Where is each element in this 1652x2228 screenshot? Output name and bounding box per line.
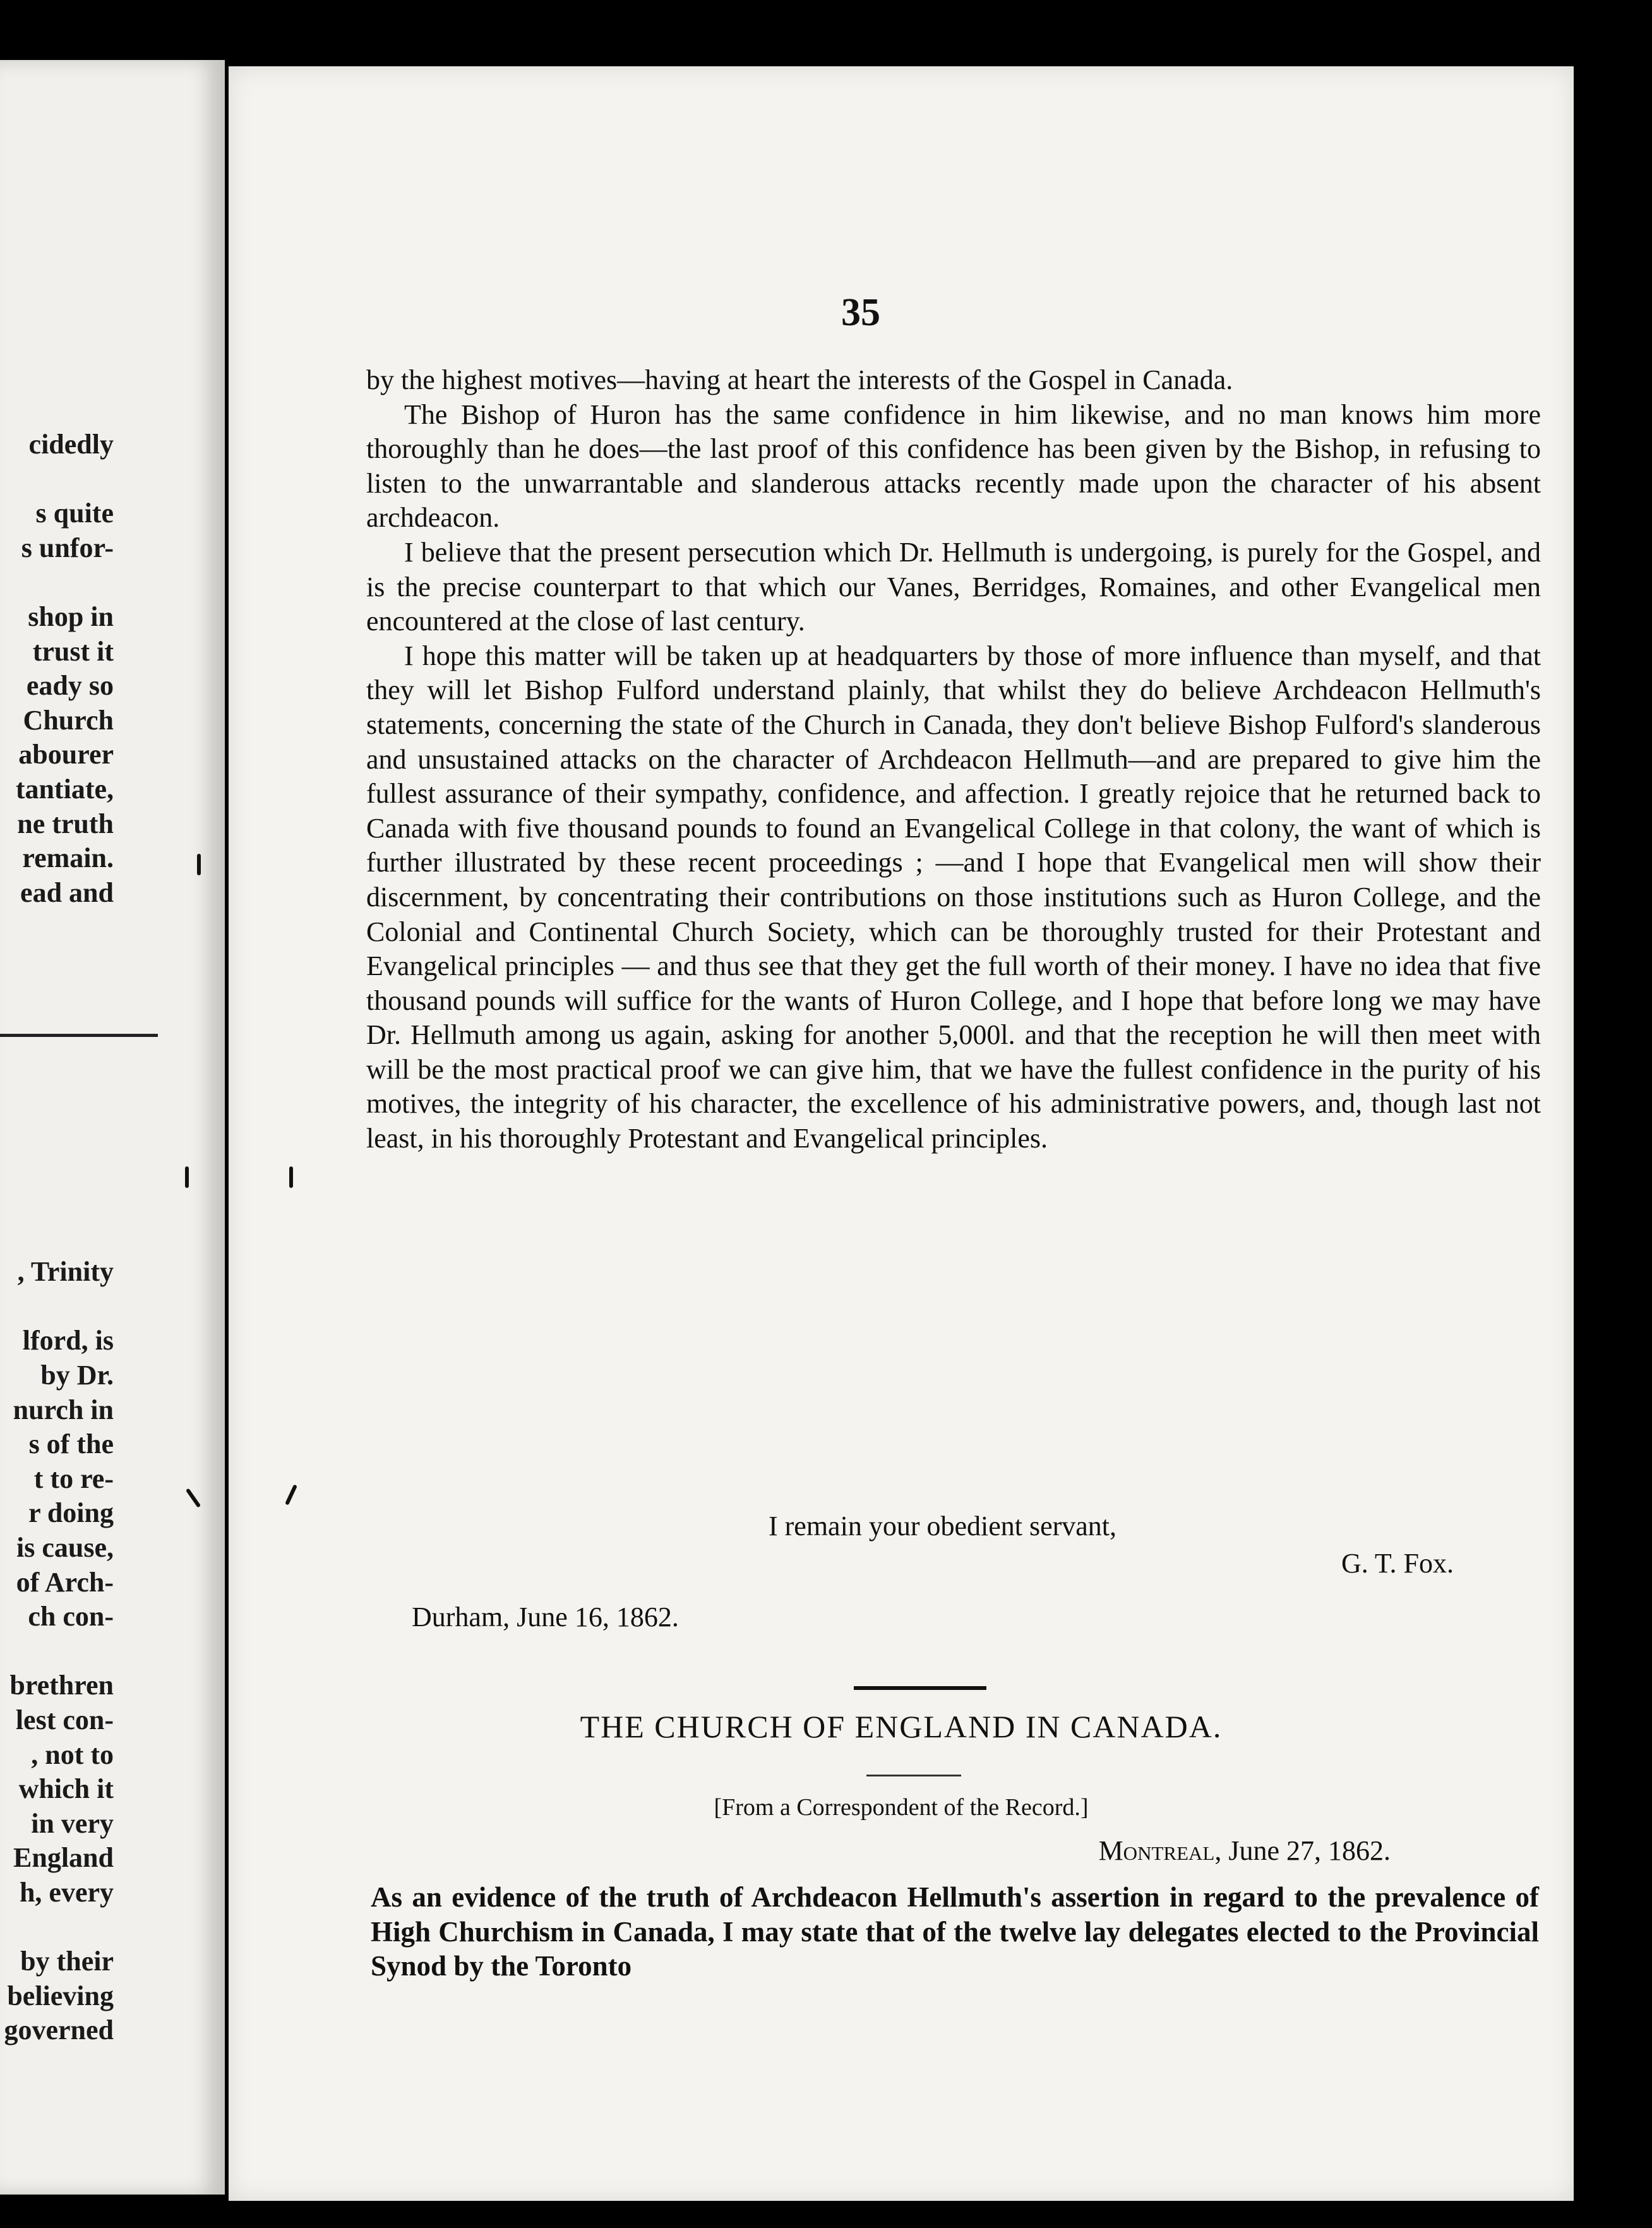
document-page	[229, 66, 1574, 2201]
previous-page-line: trust it	[32, 635, 114, 667]
previous-page-text	[0, 428, 114, 2048]
previous-page-line: of Arch-	[16, 1566, 114, 1598]
paragraph: by the highest motives—having at heart the interests of the Gospel in Canada.	[366, 364, 1233, 395]
previous-page-line	[0, 1014, 114, 1048]
dateline	[1099, 1835, 1391, 1867]
section-divider	[854, 1686, 986, 1690]
attribution: [From a Correspondent of the Record.]	[714, 1794, 1089, 1821]
previous-page-line: believing	[7, 1980, 114, 2011]
letter-body	[366, 363, 1541, 1156]
previous-page-line: ne truth	[17, 808, 114, 839]
paragraph: I believe that the present persecution which Dr. Hellmuth is undergoing, is purely for the Gospel, and is the precise counterpart to that which our Vanes, Berridges, Romaines, and other Evangelical men encountered at the close of last century.	[366, 536, 1541, 637]
previous-page-line	[0, 1117, 114, 1152]
previous-page-line: Church	[23, 704, 114, 736]
previous-page-line: is cause,	[16, 1532, 114, 1563]
dateline-city: Montreal,	[1098, 1835, 1222, 1866]
paragraph: I hope this matter will be taken up at headquarters by those of more influence than myself, and that they will let Bishop Fulford understand plainly, that whilst they do believe Archdeacon Hellmuth's statements, concerning the state of the Church in Canada, they don't believe Bishop Fulford's slanderous and unsustained attacks on the character of Archdeacon Hellmuth—and are prepared to give him the fullest assurance of their sympathy, confidence, and affection. I greatly rejoice that he returned back to Canada with five thousand pounds to found an Evangelical College in that colony, the want of which is further illustrated by these recent proceedings ; —and I hope that Evangelical men will show their discernment, by concentrating their contributions on those institutions such as Huron College, and the Colonial and Continental Church Society, which can be thoroughly trusted for their Protestant and Evangelical principles — and thus see that they get the full worth of their money. I have no idea that five thousand pounds will suffice for the wants of Huron College, and I hope that before long we may have Dr. Hellmuth among us again, asking for another 5,000l. and that the reception he will then meet with will be the most practical proof we can give him, that we have the fullest confidence in the purity of his motives, the integrity of his character, the excellence of his administrative powers, and, though last not least, in his thoroughly Protestant and Evangelical principles.	[366, 640, 1541, 1154]
scan-mark	[197, 854, 201, 875]
previous-page-line: lford, is	[22, 1325, 114, 1357]
previous-page-line: abourer	[18, 739, 114, 770]
section-heading: THE CHURCH OF ENGLAND IN CANADA.	[580, 1709, 1223, 1744]
scan-mark	[185, 1166, 189, 1188]
previous-page-line	[0, 1186, 114, 1221]
previous-page-line	[0, 1151, 114, 1186]
previous-page-line	[0, 945, 114, 979]
signature: G. T. Fox.	[1341, 1548, 1454, 1579]
previous-page-line: , Trinity	[17, 1256, 114, 1288]
scan-mark	[289, 1166, 293, 1188]
previous-page-rule	[0, 1034, 158, 1037]
previous-page-line: brethren	[9, 1670, 114, 1701]
previous-page-line: s unfor-	[21, 532, 114, 563]
previous-page-line	[0, 1221, 114, 1255]
previous-page-line: ch con-	[28, 1601, 114, 1632]
paragraph: The Bishop of Huron has the same confidence in him likewise, and no man knows him more thoroughly than he does—the last proof of this confidence has been given by the Bishop, in refusing to listen to the unwarrantable and slanderous attacks recently made upon the character of his absent archdeacon.	[366, 398, 1541, 534]
previous-page-line: lest con-	[15, 1704, 114, 1735]
previous-page-line: governed	[4, 2015, 114, 2046]
previous-page-line: eady so	[26, 670, 114, 702]
previous-page-line	[0, 1910, 114, 1945]
previous-page-line	[0, 979, 114, 1014]
previous-page-line: , not to	[31, 1739, 114, 1770]
previous-page-line	[0, 1290, 114, 1324]
previous-page-line	[0, 1082, 114, 1117]
previous-page-line: r doing	[28, 1497, 114, 1529]
previous-page-line: ead and	[20, 877, 114, 908]
previous-page-line: by their	[20, 1946, 114, 1977]
dispatch-paragraph: As an evidence of the truth of Archdeacon Hellmuth's assertion in regard to the prevalence of High Churchism in Canada, I may state that of the twelve lay delegates elected to the Provincial Synod by the Toronto	[371, 1881, 1539, 1982]
previous-page-line: England	[13, 1842, 114, 1874]
previous-page-line: tantiate,	[15, 773, 114, 805]
letter-closing: I remain your obedient servant,	[769, 1511, 1117, 1542]
previous-page-line: s quite	[35, 498, 114, 529]
previous-page-line: in very	[31, 1807, 114, 1839]
previous-page-line: h, every	[19, 1876, 114, 1908]
previous-page-line	[0, 462, 114, 497]
previous-page-line: s of the	[28, 1428, 114, 1460]
previous-page-fragment	[0, 60, 225, 2195]
dateline-date: June 27, 1862.	[1228, 1835, 1391, 1866]
previous-page-line: remain.	[22, 842, 114, 874]
previous-page-line	[0, 565, 114, 600]
previous-page-line: cidedly	[28, 429, 114, 460]
heading-rule	[866, 1775, 961, 1776]
previous-page-line: nurch in	[13, 1394, 114, 1425]
previous-page-line	[0, 1634, 114, 1669]
previous-page-line	[0, 1048, 114, 1083]
page-number: 35	[841, 291, 880, 334]
previous-page-line: shop in	[28, 601, 114, 632]
place-date: Durham, June 16, 1862.	[412, 1602, 679, 1632]
previous-page-line	[0, 910, 114, 945]
previous-page-line: by Dr.	[40, 1360, 114, 1391]
previous-page-line: t to re-	[33, 1463, 114, 1494]
previous-page-line: which it	[18, 1773, 114, 1805]
